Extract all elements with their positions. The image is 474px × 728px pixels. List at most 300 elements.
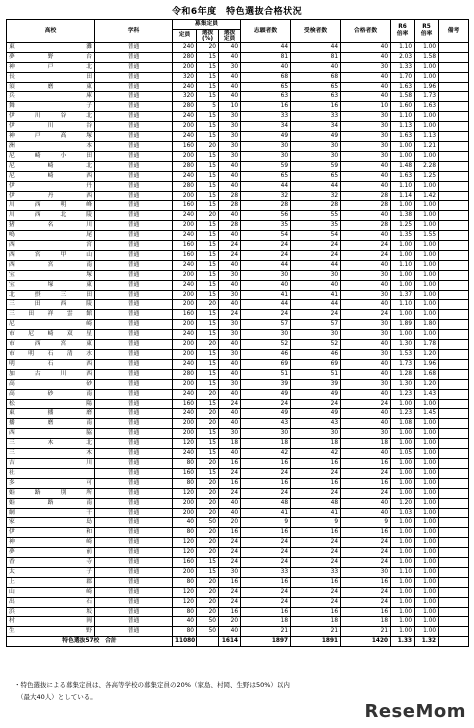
- table-row: [7, 52, 469, 62]
- cell-special: 30: [219, 62, 241, 72]
- cell-dept: 普通: [95, 102, 173, 112]
- cell-dept: 普通: [95, 310, 173, 320]
- cell-r5: 1.00: [415, 449, 439, 459]
- cell-passed: 28: [341, 201, 391, 211]
- cell-dept: 普通: [95, 340, 173, 350]
- cell-special: 40: [219, 161, 241, 171]
- cell-applicants: 28: [241, 201, 291, 211]
- cell-pct: 15: [197, 320, 219, 330]
- cell-pct: 15: [197, 82, 219, 92]
- cell-capacity: 200: [173, 498, 197, 508]
- cell-passed: 30: [341, 141, 391, 151]
- cell-school: 三 木 北: [7, 439, 95, 449]
- cell-remarks: [439, 538, 469, 548]
- cell-examinees: 21: [291, 627, 341, 637]
- cell-examinees: 33: [291, 112, 341, 122]
- cell-examinees: 41: [291, 290, 341, 300]
- total-r5: 1.32: [415, 637, 439, 647]
- cell-pct: 20: [197, 597, 219, 607]
- cell-capacity: 240: [173, 82, 197, 92]
- cell-r5: 1.00: [415, 419, 439, 429]
- cell-capacity: 240: [173, 280, 197, 290]
- cell-pct: 15: [197, 429, 219, 439]
- cell-passed: 24: [341, 587, 391, 597]
- cell-r5: 1.20: [415, 379, 439, 389]
- cell-capacity: 80: [173, 577, 197, 587]
- cell-applicants: 43: [241, 419, 291, 429]
- cell-examinees: 16: [291, 478, 341, 488]
- table-row: [7, 171, 469, 181]
- cell-school: 伊 川 谷: [7, 122, 95, 132]
- cell-r6: 1.38: [391, 211, 415, 221]
- cell-dept: 普通: [95, 399, 173, 409]
- cell-r6: 1.00: [391, 330, 415, 340]
- table-row: [7, 478, 469, 488]
- cell-school: 出 石: [7, 597, 95, 607]
- cell-examinees: 30: [291, 141, 341, 151]
- cell-capacity: 280: [173, 161, 197, 171]
- cell-capacity: 200: [173, 419, 197, 429]
- cell-school: 市 明 石 清 水: [7, 350, 95, 360]
- cell-passed: 30: [341, 112, 391, 122]
- cell-special: 40: [219, 42, 241, 52]
- cell-pct: 20: [197, 587, 219, 597]
- cell-special: 10: [219, 102, 241, 112]
- cell-applicants: 40: [241, 62, 291, 72]
- cell-school: 尼 崎 北: [7, 161, 95, 171]
- cell-capacity: 160: [173, 141, 197, 151]
- cell-passed: 24: [341, 488, 391, 498]
- cell-school: 鳴 尾: [7, 231, 95, 241]
- cell-capacity: 280: [173, 102, 197, 112]
- cell-special: 30: [219, 270, 241, 280]
- cell-r6: 1.20: [391, 498, 415, 508]
- cell-passed: 16: [341, 478, 391, 488]
- header-r5-ratio: R5 倍率: [415, 20, 439, 43]
- cell-examinees: 9: [291, 518, 341, 528]
- cell-applicants: 24: [241, 250, 291, 260]
- cell-capacity: 200: [173, 122, 197, 132]
- cell-applicants: 35: [241, 221, 291, 231]
- cell-pct: 15: [197, 241, 219, 251]
- cell-pct: 20: [197, 488, 219, 498]
- cell-remarks: [439, 151, 469, 161]
- cell-school: 宝 塚 東: [7, 280, 95, 290]
- cell-r6: 1.23: [391, 409, 415, 419]
- cell-examinees: 24: [291, 468, 341, 478]
- cell-school: 伊 和: [7, 528, 95, 538]
- cell-pct: 50: [197, 518, 219, 528]
- cell-r6: 1.35: [391, 231, 415, 241]
- cell-dept: 普通: [95, 597, 173, 607]
- cell-capacity: 200: [173, 567, 197, 577]
- cell-remarks: [439, 280, 469, 290]
- table-row: [7, 449, 469, 459]
- cell-examinees: 65: [291, 171, 341, 181]
- cell-capacity: 280: [173, 369, 197, 379]
- cell-r6: 1.00: [391, 270, 415, 280]
- cell-r6: 1.00: [391, 468, 415, 478]
- cell-applicants: 49: [241, 132, 291, 142]
- cell-examinees: 59: [291, 161, 341, 171]
- cell-r5: 1.00: [415, 181, 439, 191]
- cell-pct: 15: [197, 359, 219, 369]
- table-row: [7, 270, 469, 280]
- cell-special: 40: [219, 498, 241, 508]
- cell-applicants: 81: [241, 52, 291, 62]
- cell-remarks: [439, 468, 469, 478]
- table-row: [7, 92, 469, 102]
- cell-remarks: [439, 320, 469, 330]
- cell-dept: 普通: [95, 528, 173, 538]
- cell-dept: 普通: [95, 478, 173, 488]
- cell-passed: 24: [341, 399, 391, 409]
- cell-pct: 15: [197, 449, 219, 459]
- cell-dept: 普通: [95, 211, 173, 221]
- total-r6: 1.33: [391, 637, 415, 647]
- cell-examinees: 24: [291, 597, 341, 607]
- cell-school: 高 砂 南: [7, 389, 95, 399]
- cell-capacity: 240: [173, 42, 197, 52]
- cell-pct: 5: [197, 102, 219, 112]
- cell-remarks: [439, 577, 469, 587]
- cell-capacity: 240: [173, 231, 197, 241]
- cell-special: 40: [219, 280, 241, 290]
- cell-r6: 1.53: [391, 350, 415, 360]
- cell-passed: 40: [341, 300, 391, 310]
- cell-r6: 1.00: [391, 528, 415, 538]
- cell-r5: 1.00: [415, 260, 439, 270]
- cell-capacity: 200: [173, 340, 197, 350]
- cell-r6: 1.10: [391, 300, 415, 310]
- cell-r6: 1.00: [391, 617, 415, 627]
- table-row: [7, 191, 469, 201]
- cell-passed: 40: [341, 409, 391, 419]
- cell-applicants: 63: [241, 92, 291, 102]
- cell-dept: 普通: [95, 330, 173, 340]
- cell-special: 24: [219, 399, 241, 409]
- cell-r6: 1.00: [391, 488, 415, 498]
- cell-examinees: 65: [291, 82, 341, 92]
- footnote-line-1: ・特色選抜による募集定員は、各高等学校の募集定員の20%（家島、村岡、生野は50%）以内: [14, 681, 290, 689]
- cell-remarks: [439, 72, 469, 82]
- header-capacity: 定員: [173, 29, 197, 42]
- cell-special: 24: [219, 488, 241, 498]
- cell-pct: 20: [197, 409, 219, 419]
- cell-passed: 10: [341, 102, 391, 112]
- cell-capacity: 200: [173, 300, 197, 310]
- cell-passed: 40: [341, 231, 391, 241]
- table-row: [7, 231, 469, 241]
- cell-passed: 40: [341, 72, 391, 82]
- cell-capacity: 120: [173, 548, 197, 558]
- cell-dept: 普通: [95, 350, 173, 360]
- cell-passed: 24: [341, 548, 391, 558]
- cell-r5: 1.00: [415, 478, 439, 488]
- cell-school: 三 木: [7, 449, 95, 459]
- cell-applicants: 40: [241, 280, 291, 290]
- cell-passed: 40: [341, 92, 391, 102]
- table-row: [7, 617, 469, 627]
- cell-special: 28: [219, 191, 241, 201]
- cell-school: 須 磨 東: [7, 82, 95, 92]
- cell-applicants: 44: [241, 300, 291, 310]
- cell-dept: 普通: [95, 112, 173, 122]
- cell-examinees: 30: [291, 429, 341, 439]
- cell-school: 三 田 西 陵: [7, 300, 95, 310]
- cell-special: 40: [219, 260, 241, 270]
- cell-capacity: 200: [173, 508, 197, 518]
- cell-special: 40: [219, 52, 241, 62]
- cell-examinees: 16: [291, 607, 341, 617]
- table-row: [7, 132, 469, 142]
- cell-examinees: 24: [291, 241, 341, 251]
- cell-pct: 20: [197, 577, 219, 587]
- cell-passed: 24: [341, 597, 391, 607]
- cell-remarks: [439, 488, 469, 498]
- cell-r6: 1.00: [391, 399, 415, 409]
- table-row: [7, 102, 469, 112]
- cell-special: 16: [219, 458, 241, 468]
- cell-dept: 普通: [95, 359, 173, 369]
- header-remarks: 備考: [439, 20, 469, 43]
- cell-r6: 1.00: [391, 597, 415, 607]
- cell-school: 明 石 西: [7, 359, 95, 369]
- footnote-line-2: （最大40人）としている。: [17, 693, 97, 701]
- table-row: [7, 340, 469, 350]
- cell-remarks: [439, 340, 469, 350]
- resemom-logo: ReseMom: [364, 701, 466, 722]
- total-label: 特色選抜57校 合計: [7, 637, 173, 647]
- cell-passed: 30: [341, 379, 391, 389]
- cell-remarks: [439, 82, 469, 92]
- cell-school: 洲 本: [7, 141, 95, 151]
- table-row: [7, 320, 469, 330]
- cell-applicants: 51: [241, 369, 291, 379]
- cell-capacity: 80: [173, 458, 197, 468]
- cell-applicants: 68: [241, 72, 291, 82]
- cell-special: 20: [219, 617, 241, 627]
- cell-applicants: 24: [241, 548, 291, 558]
- cell-school: 多 可: [7, 478, 95, 488]
- table-row: [7, 627, 469, 637]
- cell-school: 家 島: [7, 518, 95, 528]
- cell-passed: 40: [341, 389, 391, 399]
- cell-special: 24: [219, 468, 241, 478]
- cell-r5: 1.00: [415, 607, 439, 617]
- cell-r6: 1.00: [391, 241, 415, 251]
- cell-capacity: 200: [173, 191, 197, 201]
- cell-capacity: 240: [173, 330, 197, 340]
- cell-remarks: [439, 617, 469, 627]
- table-row: [7, 577, 469, 587]
- cell-r6: 1.10: [391, 181, 415, 191]
- cell-remarks: [439, 171, 469, 181]
- cell-pct: 15: [197, 399, 219, 409]
- header-recruit-group: 募集定員: [173, 20, 241, 30]
- cell-passed: 30: [341, 320, 391, 330]
- table-row: [7, 250, 469, 260]
- cell-school: 播 磨 南: [7, 419, 95, 429]
- cell-examinees: 41: [291, 508, 341, 518]
- cell-special: 24: [219, 587, 241, 597]
- cell-passed: 16: [341, 607, 391, 617]
- cell-capacity: 200: [173, 151, 197, 161]
- table-row: [7, 538, 469, 548]
- cell-remarks: [439, 558, 469, 568]
- cell-dept: 普通: [95, 379, 173, 389]
- total-row: [7, 637, 469, 647]
- table-row: [7, 260, 469, 270]
- cell-applicants: 32: [241, 191, 291, 201]
- cell-r6: 1.00: [391, 607, 415, 617]
- cell-pct: 20: [197, 300, 219, 310]
- cell-remarks: [439, 359, 469, 369]
- cell-pct: 20: [197, 478, 219, 488]
- cell-passed: 40: [341, 181, 391, 191]
- cell-dept: 普通: [95, 488, 173, 498]
- table-row: [7, 597, 469, 607]
- cell-r6: 1.70: [391, 72, 415, 82]
- cell-r5: 1.00: [415, 211, 439, 221]
- cell-r5: 1.00: [415, 488, 439, 498]
- cell-passed: 30: [341, 429, 391, 439]
- cell-r6: 1.00: [391, 439, 415, 449]
- cell-examinees: 48: [291, 498, 341, 508]
- cell-remarks: [439, 62, 469, 72]
- cell-examinees: 49: [291, 132, 341, 142]
- cell-applicants: 21: [241, 627, 291, 637]
- cell-special: 30: [219, 151, 241, 161]
- cell-capacity: 240: [173, 449, 197, 459]
- cell-dept: 普通: [95, 458, 173, 468]
- cell-r5: 1.00: [415, 241, 439, 251]
- cell-r6: 1.00: [391, 627, 415, 637]
- cell-capacity: 240: [173, 359, 197, 369]
- cell-capacity: 160: [173, 310, 197, 320]
- cell-remarks: [439, 270, 469, 280]
- cell-special: 30: [219, 141, 241, 151]
- cell-special: 24: [219, 538, 241, 548]
- cell-examinees: 30: [291, 270, 341, 280]
- cell-applicants: 16: [241, 607, 291, 617]
- cell-capacity: 240: [173, 211, 197, 221]
- cell-r5: 1.25: [415, 171, 439, 181]
- cell-examinees: 34: [291, 122, 341, 132]
- cell-r5: 1.00: [415, 270, 439, 280]
- cell-dept: 普通: [95, 389, 173, 399]
- cell-examinees: 30: [291, 151, 341, 161]
- table-row: [7, 528, 469, 538]
- cell-applicants: 41: [241, 508, 291, 518]
- cell-remarks: [439, 399, 469, 409]
- table-row: [7, 359, 469, 369]
- cell-remarks: [439, 181, 469, 191]
- cell-school: 三 田 祥 雲 館: [7, 310, 95, 320]
- cell-special: 30: [219, 350, 241, 360]
- cell-examinees: 30: [291, 330, 341, 340]
- cell-r6: 1.00: [391, 548, 415, 558]
- cell-capacity: 200: [173, 320, 197, 330]
- cell-r5: 1.00: [415, 617, 439, 627]
- page-title: 令和6年度 特色選抜合格状況: [171, 7, 303, 17]
- cell-r5: 1.00: [415, 528, 439, 538]
- cell-r5: 1.00: [415, 280, 439, 290]
- cell-r5: 2.28: [415, 161, 439, 171]
- cell-pct: 15: [197, 558, 219, 568]
- header-examinees: 受検者数: [291, 20, 341, 43]
- cell-remarks: [439, 548, 469, 558]
- cell-r5: 1.96: [415, 359, 439, 369]
- table-row: [7, 151, 469, 161]
- header-special-ratio: 選抜 (%): [197, 29, 219, 42]
- cell-dept: 普通: [95, 449, 173, 459]
- cell-applicants: 46: [241, 350, 291, 360]
- cell-r6: 1.10: [391, 112, 415, 122]
- cell-dept: 普通: [95, 567, 173, 577]
- cell-capacity: 120: [173, 587, 197, 597]
- table-row: [7, 518, 469, 528]
- table-row: [7, 587, 469, 597]
- cell-examinees: 44: [291, 260, 341, 270]
- cell-passed: 40: [341, 369, 391, 379]
- cell-remarks: [439, 310, 469, 320]
- cell-passed: 16: [341, 458, 391, 468]
- cell-r5: 1.00: [415, 151, 439, 161]
- cell-dept: 普通: [95, 42, 173, 52]
- cell-examinees: 24: [291, 548, 341, 558]
- cell-r5: 1.00: [415, 221, 439, 231]
- cell-r5: 1.00: [415, 429, 439, 439]
- cell-r5: 1.00: [415, 122, 439, 132]
- cell-applicants: 30: [241, 151, 291, 161]
- cell-capacity: 200: [173, 429, 197, 439]
- cell-remarks: [439, 92, 469, 102]
- cell-dept: 普通: [95, 201, 173, 211]
- cell-school: 神 戸 北: [7, 62, 95, 72]
- cell-school: 村 岡: [7, 617, 95, 627]
- cell-dept: 普通: [95, 122, 173, 132]
- cell-special: 30: [219, 429, 241, 439]
- table-row: [7, 498, 469, 508]
- cell-capacity: 240: [173, 389, 197, 399]
- cell-capacity: 40: [173, 617, 197, 627]
- results-table: [6, 19, 469, 647]
- cell-dept: 普通: [95, 409, 173, 419]
- cell-passed: 24: [341, 538, 391, 548]
- cell-remarks: [439, 449, 469, 459]
- cell-r5: 1.00: [415, 468, 439, 478]
- cell-remarks: [439, 587, 469, 597]
- cell-r5: 1.96: [415, 82, 439, 92]
- cell-special: 40: [219, 231, 241, 241]
- cell-examinees: 44: [291, 181, 341, 191]
- cell-applicants: 16: [241, 528, 291, 538]
- cell-dept: 普通: [95, 518, 173, 528]
- cell-remarks: [439, 231, 469, 241]
- cell-special: 40: [219, 340, 241, 350]
- cell-dept: 普通: [95, 280, 173, 290]
- cell-pct: 20: [197, 538, 219, 548]
- cell-school: 山 崎: [7, 587, 95, 597]
- cell-applicants: 42: [241, 449, 291, 459]
- cell-special: 40: [219, 92, 241, 102]
- table-body: [7, 42, 469, 636]
- cell-r6: 1.30: [391, 379, 415, 389]
- cell-pct: 15: [197, 270, 219, 280]
- cell-r6: 2.03: [391, 52, 415, 62]
- cell-remarks: [439, 201, 469, 211]
